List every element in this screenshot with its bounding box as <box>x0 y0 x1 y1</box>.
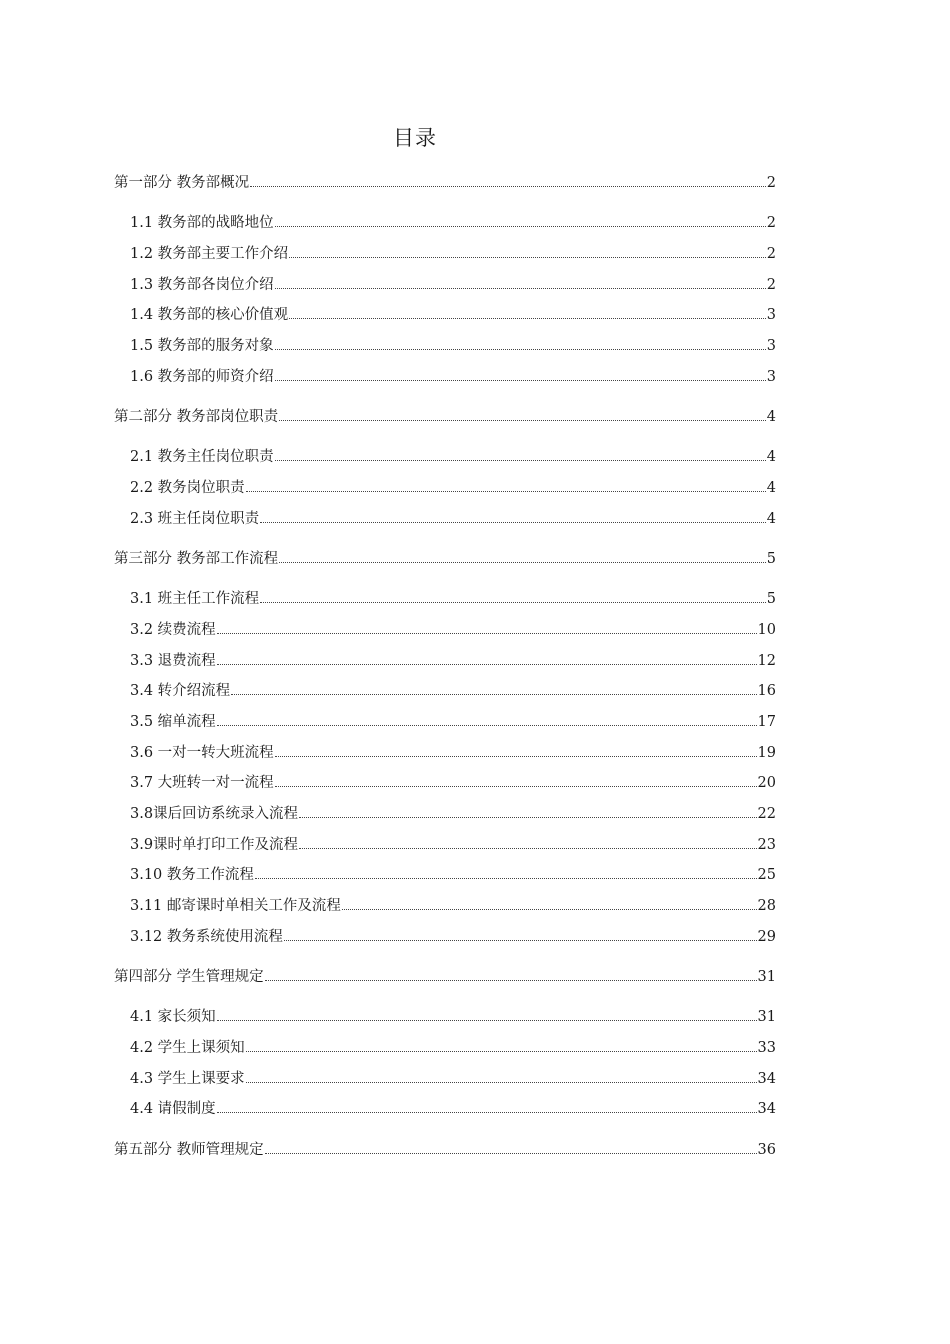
toc-entry-title: 第四部分 学生管理规定 <box>114 969 264 986</box>
toc-entry-title: 1.2 教务部主要工作介绍 <box>130 245 289 262</box>
toc-section-entry[interactable] <box>114 208 776 239</box>
toc-entry-title: 3.4 转介绍流程 <box>130 683 231 700</box>
toc-page-number: 29 <box>757 928 776 945</box>
toc-page-number: 31 <box>757 1009 776 1026</box>
toc-page-number: 2 <box>766 175 776 191</box>
toc-page-number: 34 <box>757 1101 776 1118</box>
toc-page-number: 28 <box>757 898 776 915</box>
toc-page-number: 2 <box>766 245 776 262</box>
toc-section-entry[interactable] <box>114 300 776 331</box>
toc-page-number: 4 <box>766 409 776 425</box>
toc-page-number: 17 <box>757 713 776 730</box>
toc-dot-leader <box>289 244 766 258</box>
toc-page-number: 16 <box>757 683 776 700</box>
toc-entry-title: 2.1 教务主任岗位职责 <box>130 449 274 466</box>
toc-page-number: 33 <box>757 1040 776 1057</box>
toc-dot-leader <box>250 173 766 187</box>
toc-entry-title: 3.7 大班转一对一流程 <box>130 775 274 792</box>
toc-entry-title: 3.1 班主任工作流程 <box>130 591 260 608</box>
toc-entry-title: 3.12 教务系统使用流程 <box>130 928 283 945</box>
toc-dot-leader <box>255 865 757 879</box>
toc-page-number: 25 <box>757 867 776 884</box>
toc-page-number: 2 <box>766 276 776 293</box>
toc-section-entry[interactable] <box>114 922 776 953</box>
toc-section-entry[interactable] <box>114 707 776 738</box>
toc-page-number: 2 <box>766 215 776 232</box>
toc-section-entry[interactable] <box>114 676 776 707</box>
toc-page-number: 5 <box>766 591 776 608</box>
toc-dot-leader <box>275 213 766 227</box>
toc-entry-title: 3.9课时单打印工作及流程 <box>130 836 299 853</box>
toc-section-entry[interactable] <box>114 1002 776 1033</box>
toc-section-entry[interactable] <box>114 239 776 270</box>
toc-dot-leader <box>299 835 756 849</box>
toc-dot-leader <box>265 1140 757 1154</box>
toc-dot-leader <box>284 927 757 941</box>
toc-section-entry[interactable] <box>114 738 776 769</box>
toc-page-number: 3 <box>766 307 776 324</box>
toc-part-entry[interactable] <box>114 402 776 433</box>
toc-entry-title: 3.2 续费流程 <box>130 621 216 638</box>
toc-section-entry[interactable] <box>114 1094 776 1125</box>
toc-dot-leader <box>275 773 757 787</box>
toc-dot-leader <box>275 275 766 289</box>
toc-part-entry[interactable] <box>114 962 776 993</box>
toc-entry-title: 3.8课后回访系统录入流程 <box>130 806 299 823</box>
toc-entry-title: 第三部分 教务部工作流程 <box>114 550 279 567</box>
toc-page-number: 3 <box>766 368 776 385</box>
toc-dot-leader <box>342 896 757 910</box>
toc-title: 目录 <box>393 126 437 150</box>
toc-section-entry[interactable] <box>114 830 776 861</box>
toc-dot-leader <box>260 589 766 603</box>
toc-dot-leader <box>217 712 757 726</box>
toc-section-entry[interactable] <box>114 1033 776 1064</box>
toc-entry-title: 1.3 教务部各岗位介绍 <box>130 276 274 293</box>
toc-section-entry[interactable] <box>114 442 776 473</box>
toc-part-entry[interactable] <box>114 168 776 199</box>
toc-entry-title: 2.3 班主任岗位职责 <box>130 510 260 527</box>
toc-entry-title: 4.4 请假制度 <box>130 1101 216 1118</box>
toc-page-number: 3 <box>766 338 776 355</box>
toc-section-entry[interactable] <box>114 362 776 393</box>
toc-dot-leader <box>246 1038 757 1052</box>
toc-entry-title: 3.10 教务工作流程 <box>130 867 254 884</box>
toc-section-entry[interactable] <box>114 331 776 362</box>
toc-section-entry[interactable] <box>114 860 776 891</box>
toc-entry-title: 3.11 邮寄课时单相关工作及流程 <box>130 898 341 915</box>
toc-list <box>114 168 776 1165</box>
toc-section-entry[interactable] <box>114 768 776 799</box>
toc-page-number: 34 <box>757 1070 776 1087</box>
toc-part-entry[interactable] <box>114 544 776 575</box>
toc-page-number: 5 <box>766 550 776 567</box>
toc-page-number: 10 <box>757 621 776 638</box>
toc-part-entry[interactable] <box>114 1135 776 1166</box>
toc-section-entry[interactable] <box>114 799 776 830</box>
toc-page-number: 12 <box>757 652 776 669</box>
toc-dot-leader <box>217 620 757 634</box>
toc-entry-title: 1.4 教务部的核心价值观 <box>130 307 289 324</box>
toc-dot-leader <box>246 478 766 492</box>
toc-section-entry[interactable] <box>114 1064 776 1095</box>
toc-dot-leader <box>299 804 756 818</box>
toc-page-number: 31 <box>757 969 776 986</box>
toc-section-entry[interactable] <box>114 891 776 922</box>
toc-page-number: 36 <box>757 1141 776 1158</box>
toc-entry-title: 3.6 一对一转大班流程 <box>130 744 274 761</box>
toc-dot-leader <box>265 967 757 981</box>
toc-dot-leader <box>260 509 766 523</box>
toc-dot-leader <box>275 336 766 350</box>
toc-dot-leader <box>217 651 757 665</box>
toc-page-number: 20 <box>757 775 776 792</box>
toc-entry-title: 1.6 教务部的师资介绍 <box>130 368 274 385</box>
toc-entry-title: 第五部分 教师管理规定 <box>114 1141 264 1158</box>
toc-section-entry[interactable] <box>114 615 776 646</box>
toc-section-entry[interactable] <box>114 584 776 615</box>
toc-entry-title: 第二部分 教务部岗位职责 <box>114 409 279 425</box>
toc-section-entry[interactable] <box>114 473 776 504</box>
toc-entry-title: 4.2 学生上课须知 <box>130 1040 245 1057</box>
toc-dot-leader <box>217 1099 757 1113</box>
toc-dot-leader <box>275 743 757 757</box>
toc-page-number: 23 <box>757 836 776 853</box>
toc-dot-leader <box>279 549 766 563</box>
toc-dot-leader <box>275 447 766 461</box>
toc-page-number: 4 <box>766 510 776 527</box>
toc-entry-title: 第一部分 教务部概况 <box>114 175 250 191</box>
toc-dot-leader <box>275 367 766 381</box>
toc-section-entry[interactable] <box>114 646 776 677</box>
toc-entry-title: 1.1 教务部的战略地位 <box>130 215 274 232</box>
toc-section-entry[interactable] <box>114 504 776 535</box>
toc-entry-title: 3.3 退费流程 <box>130 652 216 669</box>
toc-page-number: 22 <box>757 806 776 823</box>
toc-entry-title: 3.5 缩单流程 <box>130 713 216 730</box>
toc-dot-leader <box>279 407 766 421</box>
toc-dot-leader <box>217 1007 757 1021</box>
toc-page-number: 19 <box>757 744 776 761</box>
toc-section-entry[interactable] <box>114 270 776 301</box>
toc-page-number: 4 <box>766 449 776 466</box>
toc-entry-title: 4.1 家长须知 <box>130 1009 216 1026</box>
toc-dot-leader <box>289 305 766 319</box>
toc-dot-leader <box>246 1069 757 1083</box>
toc-page-number: 4 <box>766 479 776 496</box>
toc-entry-title: 1.5 教务部的服务对象 <box>130 338 274 355</box>
toc-dot-leader <box>231 681 756 695</box>
toc-entry-title: 2.2 教务岗位职责 <box>130 479 245 496</box>
toc-entry-title: 4.3 学生上课要求 <box>130 1070 245 1087</box>
